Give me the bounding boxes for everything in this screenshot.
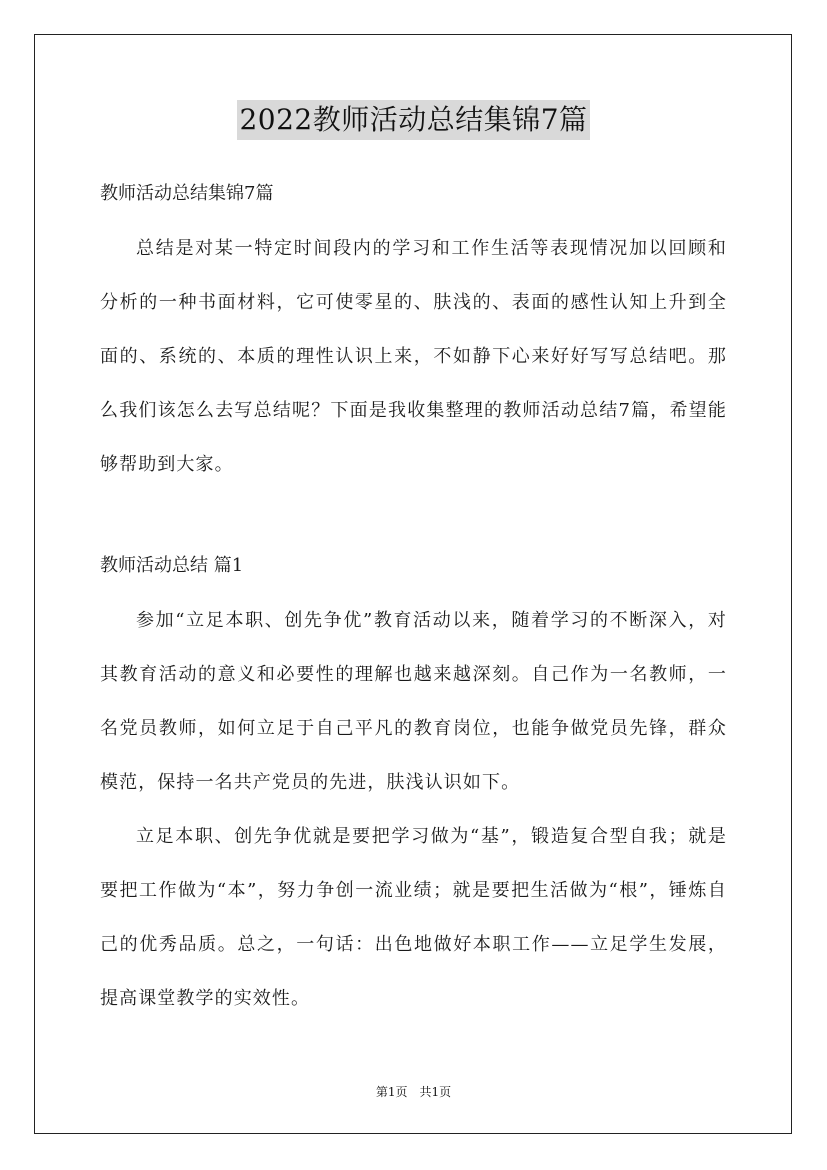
document-body	[100, 168, 727, 1026]
document-subtitle: 教师活动总结集锦7篇	[100, 183, 274, 204]
document-title: 2022教师活动总结集锦7篇	[237, 100, 589, 140]
page-footer: 第1页 共1页	[375, 1085, 452, 1099]
title-container	[0, 100, 827, 140]
section-heading: 教师活动总结 篇1	[100, 555, 244, 576]
section-paragraph: 立足本职、创先争优就是要把学习做为“基”，锻造复合型自我；就是要把工作做为“本”，努力争创一流业绩；就是要把生活做为“根”，锤炼自己的优秀品质。总之，一句话：出色地做好本职工作——立足学生发展，提高课堂教学的实效性。	[100, 826, 727, 1009]
intro-paragraph: 总结是对某一特定时间段内的学习和工作生活等表现情况加以回顾和分析的一种书面材料，它可使零星的、肤浅的、表面的感性认知上升到全面的、系统的、本质的理性认识上来，不如静下心来好好写写总结吧。那么我们该怎么去写总结呢？下面是我收集整理的教师活动总结7篇，希望能够帮助到大家。	[100, 238, 727, 475]
section-spacer	[100, 492, 727, 540]
section-paragraph: 参加“立足本职、创先争优”教育活动以来，随着学习的不断深入，对其教育活动的意义和必要性的理解也越来越深刻。自己作为一名教师，一名党员教师，如何立足于自己平凡的教育岗位，也能争做党员先锋，群众模范，保持一名共产党员的先进，肤浅认识如下。	[100, 610, 727, 793]
